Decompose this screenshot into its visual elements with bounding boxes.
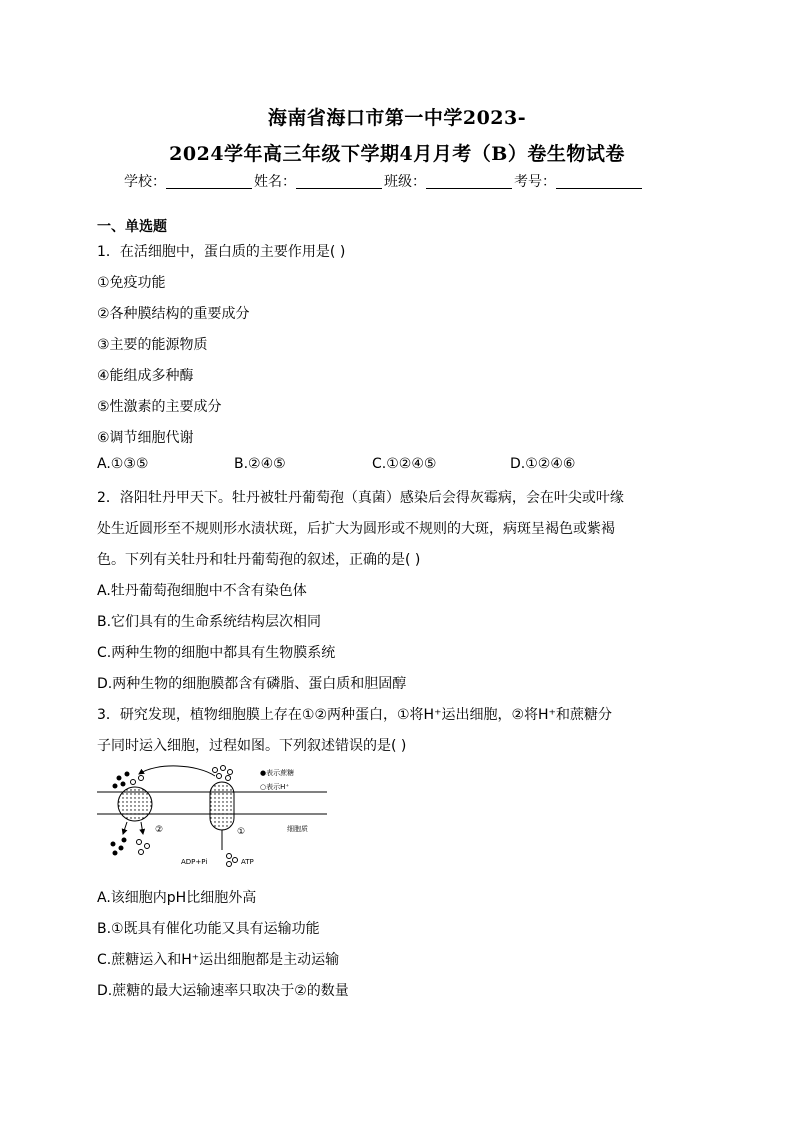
q2-stem-line: 处生近圆形至不规则形水渍状斑，后扩大为圆形或不规则的大斑，病斑呈褐色或紫褐 [97, 521, 615, 537]
exam-no-blank[interactable] [556, 174, 642, 189]
q3-stem-line: 3．研究发现，植物细胞膜上存在①②两种蛋白，①将H⁺运出细胞，②将H⁺和蔗糖分 [97, 707, 612, 723]
label-1: ① [237, 827, 246, 837]
membrane-transport-diagram [97, 764, 327, 874]
legend-h: ○表示H⁺ [260, 783, 290, 791]
q3-stem-line: 子同时运入细胞，过程如图。下列叙述错误的是( ) [97, 738, 407, 754]
carrier-protein-2 [118, 787, 152, 821]
legend-sucrose: ●表示蔗糖 [260, 769, 295, 777]
q1-item: ⑥调节细胞代谢 [97, 430, 194, 446]
atp-label: ATP [241, 858, 254, 866]
q1-option-b[interactable]: B.②④⑤ [234, 456, 286, 472]
proton-pump-1 [210, 782, 234, 830]
school-blank[interactable] [166, 174, 252, 189]
page-title-line1: 海南省海口市第一中学2023- [267, 107, 527, 129]
q1-item: ③主要的能源物质 [97, 337, 208, 353]
cytoplasm-label: 细胞质 [287, 825, 308, 833]
q3-option-d[interactable]: D.蔗糖的最大运输速率只取决于②的数量 [97, 983, 349, 999]
q2-option-c[interactable]: C.两种生物的细胞中都具有生物膜系统 [97, 645, 336, 661]
q3-option-c[interactable]: C.蔗糖运入和H⁺运出细胞都是主动运输 [97, 952, 340, 968]
name-label: 姓名： [254, 174, 296, 190]
q1-item: ①免疫功能 [97, 275, 166, 291]
q1-option-d[interactable]: D.①②④⑥ [510, 456, 576, 472]
adp-label: ADP+Pi [181, 858, 208, 866]
q2-stem-line: 2．洛阳牡丹甲天下。牡丹被牡丹葡萄孢（真菌）感染后会得灰霉病，会在叶尖或叶缘 [97, 490, 624, 506]
q2-option-a[interactable]: A.牡丹葡萄孢细胞中不含有染色体 [97, 583, 307, 599]
student-info-row [124, 171, 684, 191]
q1-item: ⑤性激素的主要成分 [97, 399, 222, 415]
h-return-arrow [139, 766, 215, 776]
class-label: 班级： [384, 174, 426, 190]
label-2: ② [155, 825, 164, 835]
q2-stem-line: 色。下列有关牡丹和牡丹葡萄孢的叙述，正确的是( ) [97, 552, 421, 568]
q3-option-b[interactable]: B.①既具有催化功能又具有运输功能 [97, 921, 320, 937]
h-ions-atp [227, 854, 238, 867]
class-blank[interactable] [426, 174, 512, 189]
section-title: 一、单选题 [97, 219, 167, 235]
page-title-line2: 2024学年高三年级下学期4月月考（B）卷生物试卷 [169, 143, 625, 165]
sucrose-outside [113, 772, 130, 789]
q1-option-c[interactable]: C.①②④⑤ [372, 456, 437, 472]
school-label: 学校： [124, 174, 166, 190]
q1-item: ②各种膜结构的重要成分 [97, 306, 250, 322]
exam-no-label: 考号： [514, 174, 556, 190]
q2-option-d[interactable]: D.两种生物的细胞膜都含有磷脂、蛋白质和胆固醇 [97, 676, 407, 692]
q2-option-b[interactable]: B.它们具有的生命系统结构层次相同 [97, 614, 322, 630]
q1-stem: 1．在活细胞中，蛋白质的主要作用是( ) [97, 244, 346, 260]
h-in-arrow [141, 822, 143, 834]
q3-option-a[interactable]: A.该细胞内pH比细胞外高 [97, 890, 257, 906]
q1-item: ④能组成多种酶 [97, 368, 194, 384]
sucrose-inside [111, 838, 127, 856]
q1-option-a[interactable]: A.①③⑤ [97, 456, 149, 472]
sucrose-in-arrow [123, 822, 127, 834]
name-blank[interactable] [296, 174, 382, 189]
h-ions-outside [131, 766, 233, 785]
h-ions-inside [137, 840, 150, 855]
